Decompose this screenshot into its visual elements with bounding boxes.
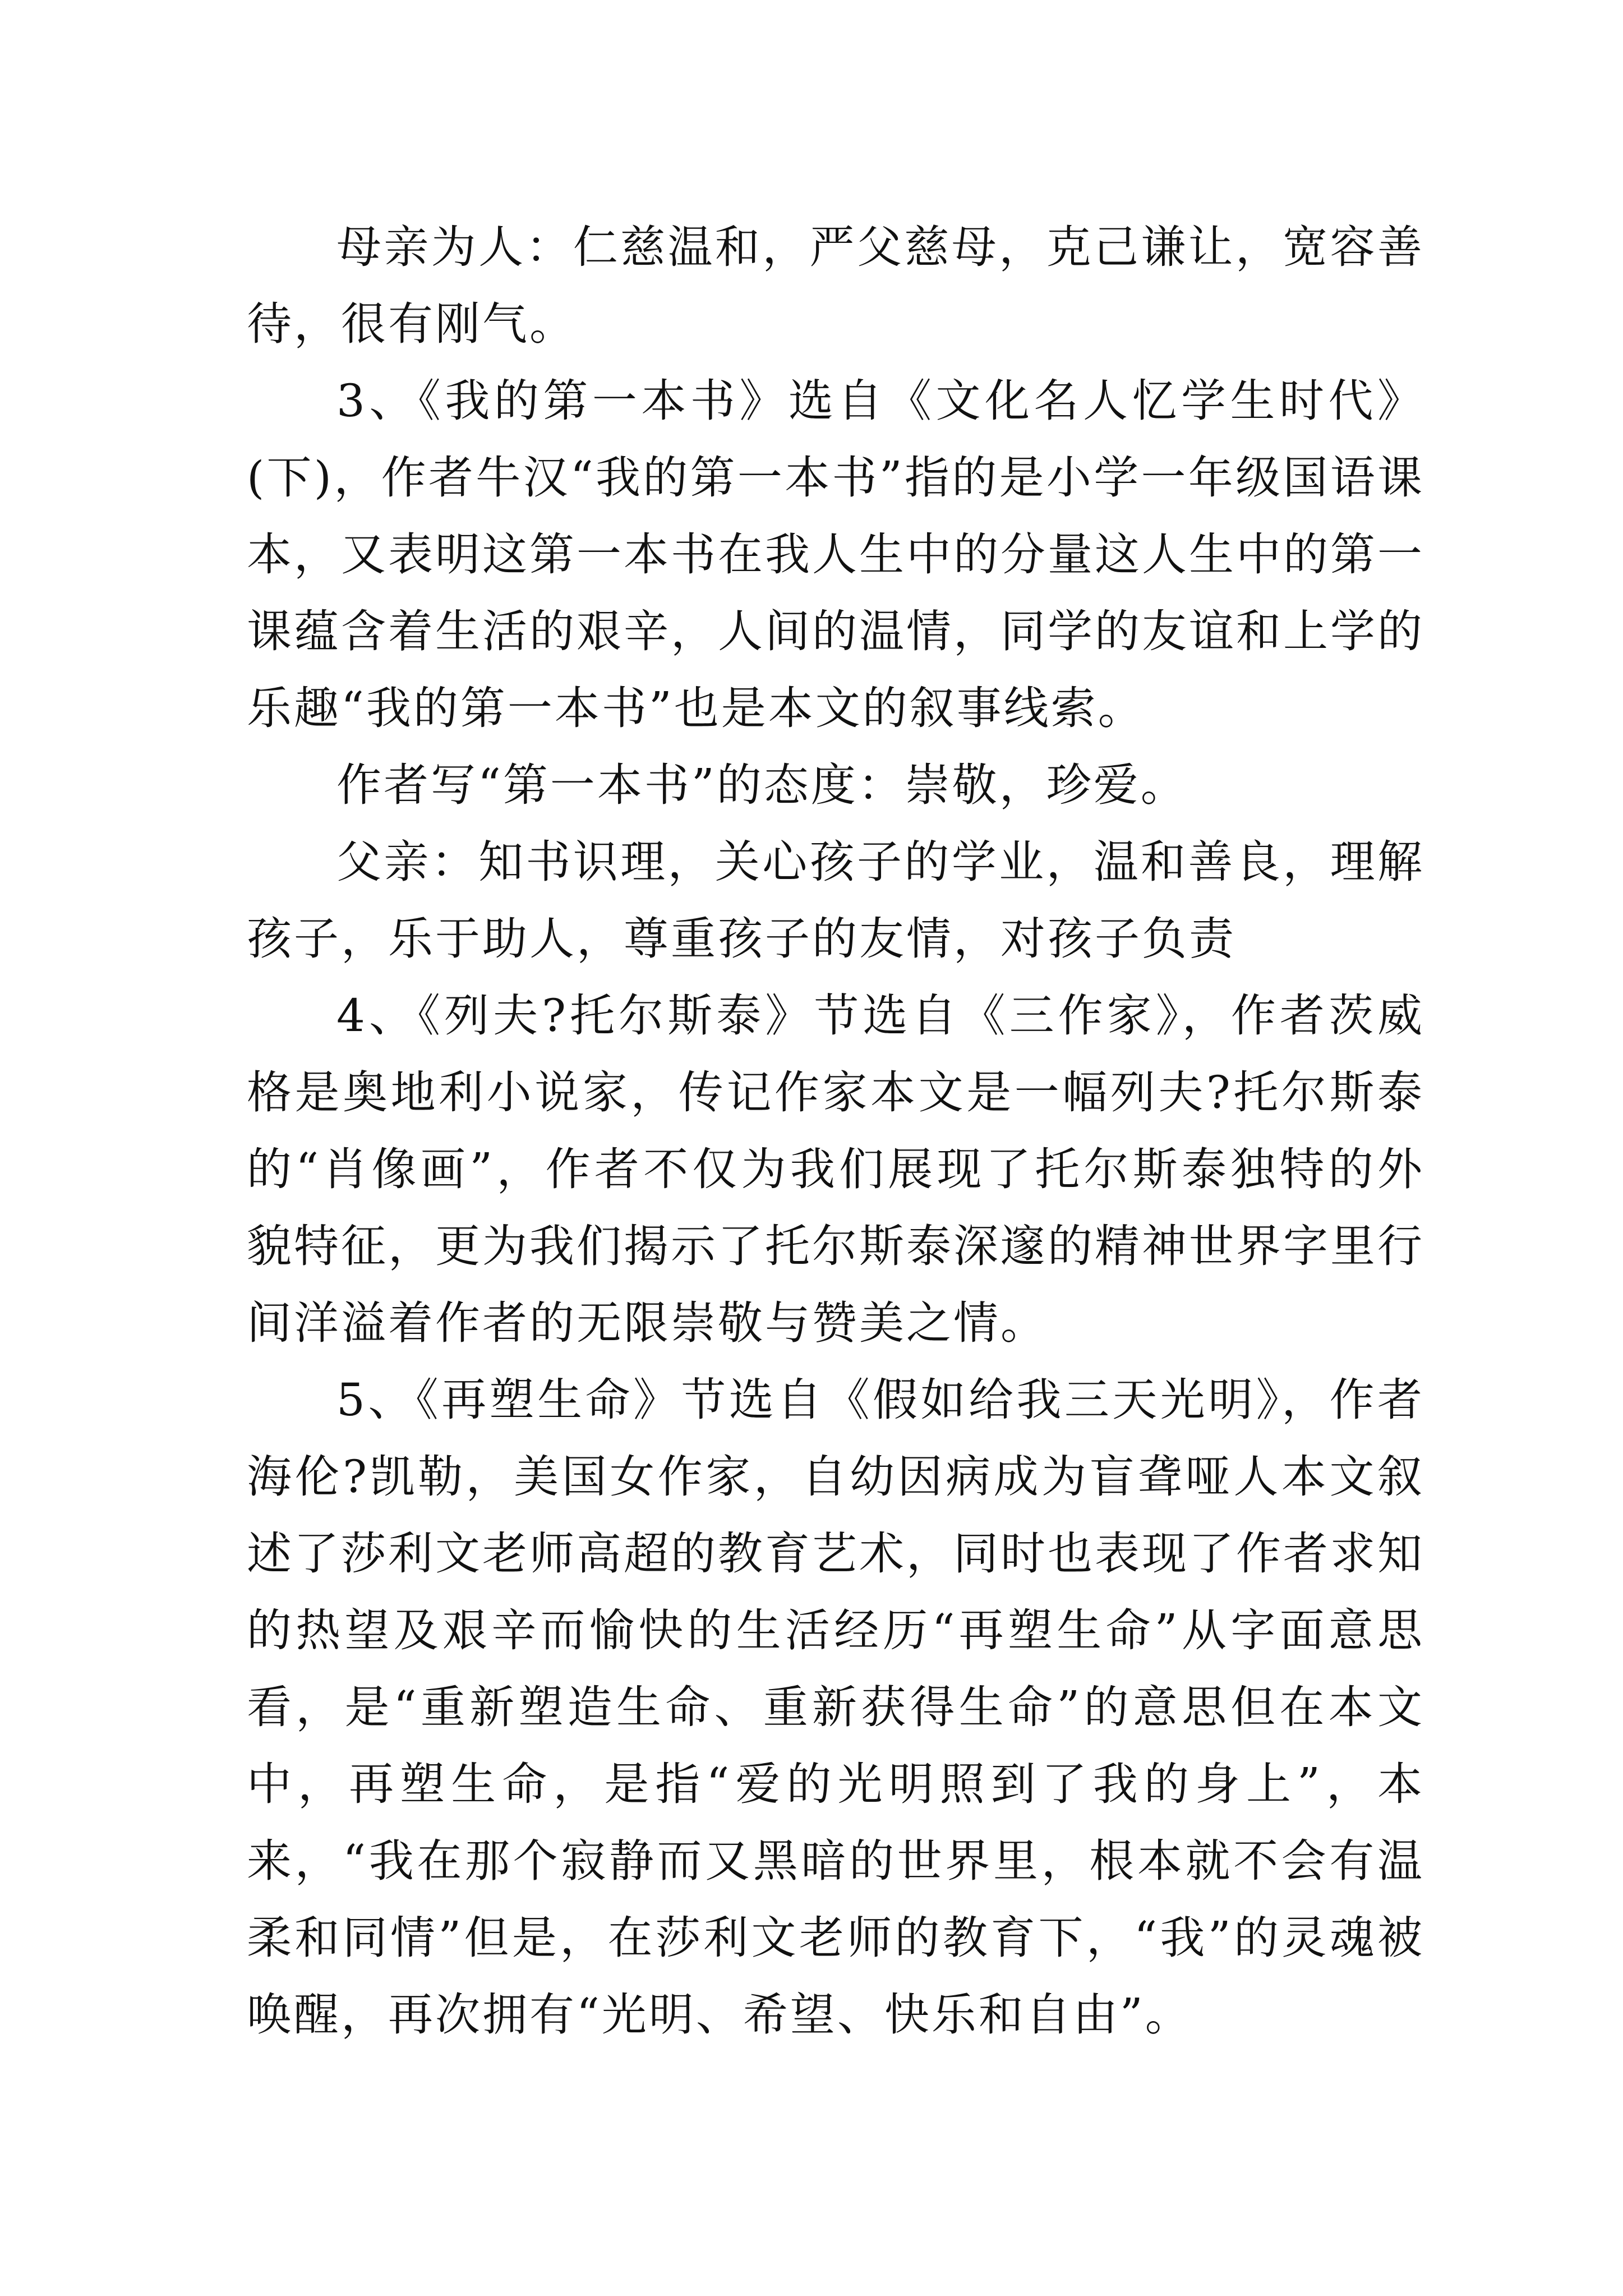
paragraph-mother-character: 母亲为人：仁慈温和，严父慈母，克己谦让，宽容善待，很有刚气。 <box>247 221 1424 350</box>
paragraph-author-attitude: 作者写“第一本书”的态度：崇敬，珍爱。 <box>336 759 1188 811</box>
paragraph-my-first-book: 3、《我的第一本书》选自《文化名人忆学生时代》(下)，作者牛汉“我的第一本书”指的是小学一年级国语课本，又表明这第一本书在我人生中的分量这人生中的第一课蕴含着生活的艰辛，人间的温情，同学的友谊和上学的乐趣“我的第一本书”也是本文的叙事线索。 <box>247 375 1424 734</box>
document-body <box>247 209 1424 2053</box>
paragraph-father-character: 父亲：知书识理，关心孩子的学业，温和善良，理解孩子，乐于助人，尊重孩子的友情，对孩子负责 <box>247 836 1424 965</box>
paragraph-leo-tolstoy: 4、《列夫?托尔斯泰》节选自《三作家》，作者茨威格是奥地利小说家，传记作家本文是一幅列夫?托尔斯泰的“肖像画”，作者不仅为我们展现了托尔斯泰独特的外貌特征，更为我们揭示了托尔斯泰深邃的精神世界字里行间洋溢着作者的无限崇敬与赞美之情。 <box>247 990 1424 1349</box>
paragraph-reshaping-life: 5、《再塑生命》节选自《假如给我三天光明》，作者海伦?凯勒，美国女作家，自幼因病成为盲聋哑人本文叙述了莎利文老师高超的教育艺术，同时也表现了作者求知的热望及艰辛而愉快的生活经历“再塑生命”从字面意思看，是“重新塑造生命、重新获得生命”的意思但在本文中，再塑生命，是指“爱的光明照到了我的身上”，本来，“我在那个寂静而又黑暗的世界里，根本就不会有温柔和同情”但是，在莎利文老师的教育下，“我”的灵魂被唤醒，再次拥有“光明、希望、快乐和自由”。 <box>247 1374 1424 2041</box>
